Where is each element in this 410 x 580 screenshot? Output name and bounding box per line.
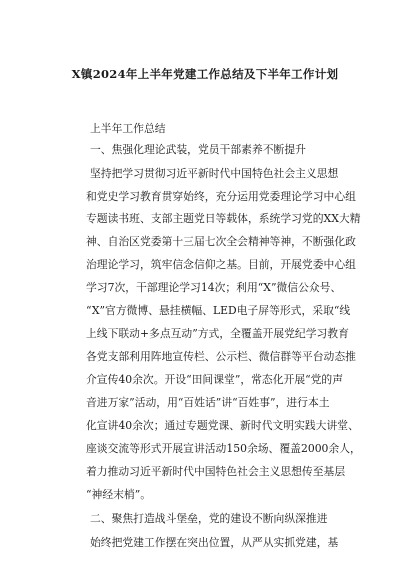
paragraph-line: 始终把党建工作摆在突出位置，从严从实抓党建，基 <box>90 536 339 549</box>
section-heading-2: 二、聚焦打造战斗堡垒，党的建设不断向纵深推进 <box>90 512 328 525</box>
paragraph-line: 神、自治区党委第十三届七次全会精神等神，不断强化政 <box>86 235 356 248</box>
paragraph-line: 坚持把学习贯彻习近平新时代中国特色社会主义思想 <box>90 167 339 180</box>
document-title: X镇2024年上半年党建工作总结及下半年工作计划 <box>71 67 339 81</box>
paragraph-line: 介宣传40余次。开设“田间课堂”，常态化开展“党的声 <box>86 373 344 386</box>
paragraph-line: 专题读书班、支部主题党日等载体，系统学习党的XX大精 <box>86 212 361 225</box>
paragraph-line: 着力推动习近平新时代中国特色社会主义思想传至基层 <box>86 465 346 478</box>
paragraph-line: 化宣讲40余次；通过专题党课、新时代文明实践大讲堂、 <box>86 419 359 432</box>
paragraph-line: 学习7次，干部理论学习14次；利用“X”微信公众号、 <box>86 281 342 294</box>
paragraph-line: “X”官方微博、悬挂横幅、LED电子屏等形式，采取“线 <box>86 304 351 317</box>
paragraph-line: 各党支部利用阵地宣传栏、公示栏、微信群等平台动态推 <box>86 350 356 363</box>
section-label: 上半年工作总结 <box>90 122 166 135</box>
paragraph-line: “神经末梢”。 <box>86 488 152 501</box>
paragraph-line: 音进万家”活动，用“百姓话”讲“百姓事”，进行本土 <box>86 396 330 409</box>
paragraph-line: 上线下联动+多点互动”方式，全覆盖开展党纪学习教育 <box>86 327 349 340</box>
paragraph-line: 和党史学习教育贯穿始终，充分运用党委理论学习中心组 <box>86 190 356 203</box>
section-heading-1: 一、焦强化理论武装，党员干部素养不断提升 <box>90 143 306 156</box>
paragraph-line: 座谈交流等形式开展宣讲活动150余场、覆盖2000余人， <box>86 442 361 455</box>
paragraph-line: 治理论学习，筑牢信念信仰之基。目前，开展党委中心组 <box>86 258 356 271</box>
